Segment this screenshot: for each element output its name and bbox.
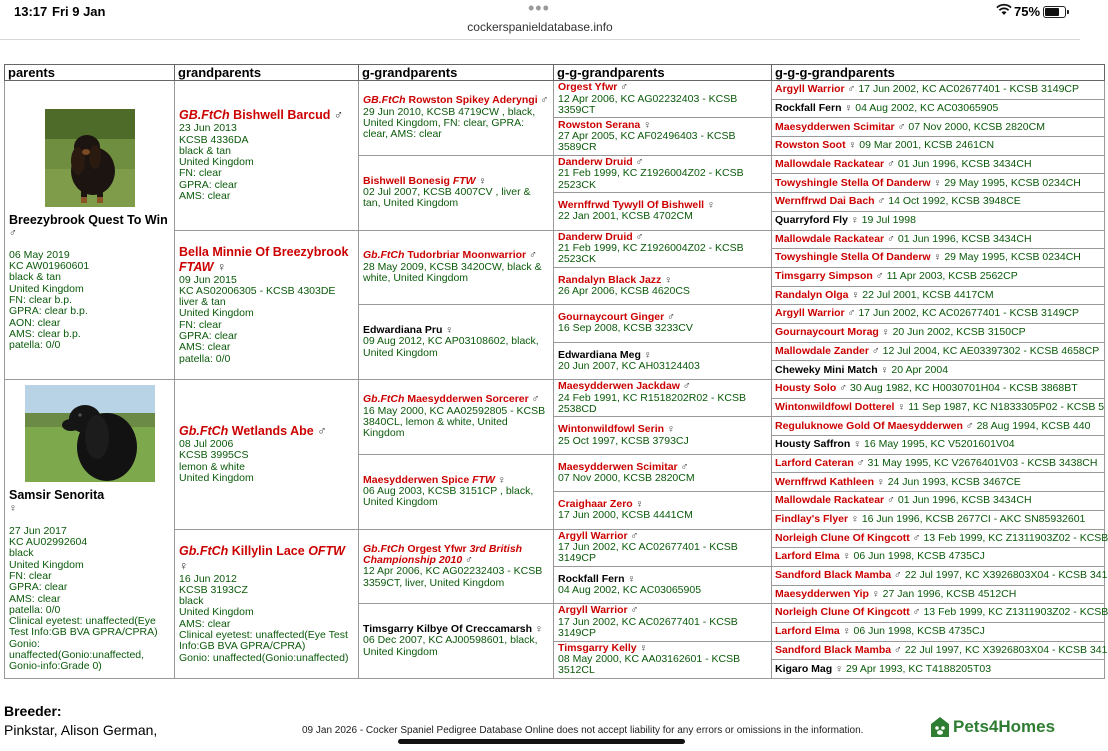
- dam-sex: ♀: [9, 502, 17, 515]
- dam-detail: KC AU02992604: [9, 536, 88, 549]
- g-g-g-grandparent-name[interactable]: Housty Solo: [775, 382, 837, 395]
- g-g-grandparent-name[interactable]: Timsgarry Kelly ♀: [558, 641, 648, 654]
- g-g-grandparent-cell: [554, 118, 772, 155]
- breeder-name: Pinkstar, Alison German,: [4, 722, 158, 738]
- g-g-grandparent-name[interactable]: Maesydderwen Scimitar ♂: [558, 460, 689, 473]
- grandparent-4-detail: Gonio: unaffected(Gonio:unaffected): [179, 651, 349, 664]
- grandparent-4-detail: United Kingdom: [179, 606, 254, 619]
- sire-name[interactable]: Breezybrook Quest To Win: [9, 212, 168, 227]
- grandparent-2-detail: United Kingdom: [179, 307, 254, 320]
- g-g-grandparent-name[interactable]: Edwardiana Meg ♀: [558, 348, 652, 361]
- g-g-g-grandparent-detail: 13 Feb 1999, KC Z1311903Z02 - KCSB: [923, 606, 1108, 619]
- sire-detail: FN: clear b.p.: [9, 294, 73, 306]
- grandparent-4-detail: AMS: clear: [179, 617, 231, 630]
- g-g-grandparent-name[interactable]: Rowston Serana ♀: [558, 118, 652, 131]
- grandparent-3-detail: United Kingdom: [179, 472, 254, 485]
- table-row: [5, 380, 1105, 399]
- grandparent-2-name[interactable]: Bella Minnie Of Breezybrook FTAW ♀: [179, 244, 349, 274]
- g-grandparent-7-name[interactable]: Gb.FtCh Orgest Yfwr 3rd British Championship 2010 ♂: [363, 542, 523, 567]
- g-g-g-grandparent-cell: Argyll Warrior ♂ 17 Jun 2002, KC AC02677401 - KCSB 3149CP: [772, 81, 1105, 100]
- g-g-g-grandparent-name[interactable]: Norleigh Clune Of Kingcott: [775, 606, 910, 619]
- g-g-g-grandparent-name[interactable]: Timsgarry Simpson: [775, 270, 873, 283]
- status-time: 13:17: [14, 4, 48, 19]
- grandparent-4-detail: KCSB 3193CZ: [179, 583, 248, 596]
- grandparent-2-detail: AMS: clear: [179, 341, 231, 354]
- g-g-g-grandparent-name[interactable]: Rowston Soot: [775, 139, 846, 152]
- grandparent-1-detail: AMS: clear: [179, 189, 231, 202]
- g-g-g-grandparent-detail: 22 Jul 2001, KCSB 4417CM: [862, 288, 994, 301]
- g-grandparent-5-detail: 16 May 2000, KC AA02592805 - KCSB 3840CL, lemon & white, United Kingdom: [363, 404, 546, 440]
- g-g-grandparent-name[interactable]: Wintonwildfowl Serin ♀: [558, 423, 675, 436]
- g-grandparent-7-cell: [359, 529, 554, 604]
- grandparent-1-detail: black & tan: [179, 144, 231, 157]
- sire-detail: patella: 0/0: [9, 339, 61, 352]
- grandparent-1-detail: KCSB 4336DA: [179, 133, 249, 146]
- g-g-g-grandparent-cell: Cheweky Mini Match ♀ 20 Apr 2004: [772, 361, 1105, 380]
- grandparent-2-cell: [175, 230, 359, 380]
- g-g-grandparent-cell: [554, 641, 772, 678]
- grandparent-4-detail: Clinical eyetest: unaffected(Eye Test Info:GB BVA GPRA/CPRA): [179, 629, 348, 653]
- g-g-grandparent-name[interactable]: Argyll Warrior ♂: [558, 529, 639, 542]
- g-g-g-grandparent-cell: Wintonwildfowl Dotterel ♀ 11 Sep 1987, KC N1833305P02 - KCSB 5: [772, 398, 1105, 417]
- disclaimer: 09 Jan 2026 - Cocker Spaniel Pedigree Database Online does not accept liability for any errors or omissions in the information.: [302, 725, 864, 736]
- sire-detail: AON: clear: [9, 316, 61, 329]
- g-grandparent-2-name[interactable]: Bishwell Bonesig FTW ♀: [363, 174, 487, 187]
- g-g-grandparent-cell: [554, 454, 772, 491]
- g-g-grandparent-detail: 07 Nov 2000, KCSB 2820CM: [558, 471, 695, 484]
- g-g-g-grandparent-cell: Norleigh Clune Of Kingcott ♂ 13 Feb 1999, KC Z1311903Z02 - KCSB: [772, 529, 1105, 548]
- g-g-g-grandparent-name[interactable]: Mallowdale Rackatear: [775, 494, 885, 507]
- g-g-g-grandparent-detail: 29 Apr 1993, KC T4188205T03: [845, 662, 992, 675]
- g-g-g-grandparent-cell: Mallowdale Rackatear ♂ 01 Jun 1996, KCSB 3434CH: [772, 155, 1105, 174]
- g-g-g-grandparent-name[interactable]: Norleigh Clune Of Kingcott: [775, 531, 910, 544]
- g-g-grandparent-cell: [554, 380, 772, 417]
- g-g-g-grandparent-name[interactable]: Towyshingle Stella Of Danderw: [775, 176, 931, 189]
- g-grandparent-6-cell: [359, 454, 554, 529]
- g-g-g-grandparent-cell: Mallowdale Rackatear ♂ 01 Jun 1996, KCSB 3434CH: [772, 492, 1105, 511]
- grandparent-1-name[interactable]: GB.FtCh Bishwell Barcud ♂: [179, 108, 344, 123]
- grandparent-1-detail: 23 Jun 2013: [179, 122, 237, 135]
- g-g-g-grandparent-name[interactable]: Sandford Black Mamba: [775, 569, 892, 582]
- dam-detail: patella: 0/0: [9, 603, 61, 616]
- g-g-grandparent-cell: [554, 566, 772, 603]
- g-g-grandparent-detail: 17 Jun 2002, KC AC02677401 - KCSB 3149CP: [558, 615, 738, 640]
- g-g-g-grandparent-detail: 29 May 1995, KCSB 0234CH: [944, 176, 1081, 189]
- grandparent-2-detail: 09 Jun 2015: [179, 273, 237, 286]
- g-g-g-grandparent-name[interactable]: Wernffrwd Kathleen: [775, 475, 874, 488]
- grandparent-2-detail: patella: 0/0: [179, 352, 231, 365]
- g-grandparent-5-cell: [359, 380, 554, 455]
- g-g-g-grandparent-name[interactable]: Mallowdale Rackatear: [775, 232, 885, 245]
- g-grandparent-8-cell: [359, 604, 554, 679]
- g-g-g-grandparent-cell: Kigaro Mag ♀ 29 Apr 1993, KC T4188205T03: [772, 660, 1105, 679]
- grandparent-4-detail: 16 Jun 2012: [179, 572, 237, 585]
- g-g-g-grandparent-detail: 20 Apr 2004: [891, 363, 949, 376]
- dam-detail: Gonio: unaffected(Gonio:unaffected, Gonio-info:Grade 0): [9, 637, 145, 673]
- g-g-g-grandparent-cell: Randalyn Olga ♀ 22 Jul 2001, KCSB 4417CM: [772, 286, 1105, 305]
- dam-name[interactable]: Samsir Senorita: [9, 488, 105, 503]
- g-g-g-grandparent-cell: Larford Cateran ♂ 31 May 1995, KC V2676401V03 - KCSB 3438CH: [772, 454, 1105, 473]
- g-g-g-grandparent-detail: 17 Jun 2002, KC AC02677401 - KCSB 3149CP: [858, 307, 1079, 320]
- g-g-grandparent-detail: 17 Jun 2000, KCSB 4441CM: [558, 509, 693, 522]
- sire-detail: GPRA: clear b.p.: [9, 305, 88, 318]
- g-g-g-grandparent-name[interactable]: Larford Elma: [775, 625, 840, 638]
- g-g-g-grandparent-name[interactable]: Maesydderwen Yip: [775, 587, 869, 600]
- g-g-g-grandparent-name[interactable]: Towyshingle Stella Of Danderw: [775, 251, 931, 264]
- g-g-g-grandparent-cell: Gournaycourt Morag ♀ 20 Jun 2002, KCSB 3150CP: [772, 323, 1105, 342]
- g-g-grandparent-name[interactable]: Wernffrwd Tywyll Of Bishwell ♀: [558, 199, 715, 212]
- g-g-g-grandparent-detail: 12 Jul 2004, KC AE03397302 - KCSB 4658CP: [882, 344, 1100, 357]
- pets4homes-logo[interactable]: [930, 716, 1055, 738]
- g-g-grandparent-name[interactable]: Orgest Yfwr ♂: [558, 81, 629, 94]
- g-g-grandparent-name[interactable]: Danderw Druid ♂: [558, 230, 644, 243]
- g-g-g-grandparent-detail: 06 Jun 1998, KCSB 4735CJ: [853, 550, 985, 563]
- g-g-grandparent-detail: 20 Jun 2007, KC AH03124403: [558, 359, 700, 372]
- sire-detail: AMS: clear b.p.: [9, 327, 81, 340]
- g-g-g-grandparent-cell: Mallowdale Rackatear ♂ 01 Jun 1996, KCSB 3434CH: [772, 230, 1105, 249]
- g-g-g-grandparent-name[interactable]: Kigaro Mag: [775, 662, 833, 675]
- g-g-g-grandparent-name[interactable]: Larford Cateran: [775, 456, 854, 469]
- g-g-g-grandparent-cell: Wernffrwd Kathleen ♀ 24 Jun 1993, KCSB 3467CE: [772, 473, 1105, 492]
- g-g-g-grandparent-cell: Findlay's Flyer ♀ 16 Jun 1996, KCSB 2677CI - AKC SN85932601: [772, 510, 1105, 529]
- wifi-icon: [996, 4, 1012, 16]
- sire-detail: KC AW01960601: [9, 260, 90, 273]
- header-grandparents: grandparents: [175, 65, 359, 81]
- g-g-g-grandparent-detail: 31 May 1995, KC V2676401V03 - KCSB 3438CH: [867, 456, 1098, 469]
- g-g-grandparent-name[interactable]: Rockfall Fern ♀: [558, 572, 636, 585]
- home-indicator[interactable]: [398, 739, 685, 744]
- g-g-grandparent-detail: 04 Aug 2002, KC AC03065905: [558, 584, 702, 597]
- g-g-grandparent-cell: [554, 604, 772, 641]
- g-g-grandparent-detail: 25 Oct 1997, KCSB 3793CJ: [558, 434, 689, 447]
- g-g-grandparent-cell: [554, 81, 772, 118]
- g-g-grandparent-cell: [554, 529, 772, 566]
- grandparent-4-name[interactable]: Gb.FtCh Killylin Lace OFTW ♀: [179, 543, 345, 573]
- g-grandparent-6-detail: 06 Aug 2003, KCSB 3151CP , black, United Kingdom: [363, 484, 534, 509]
- pets4homes-logo-text: Pets4Homes: [953, 717, 1056, 736]
- g-g-grandparent-detail: 12 Apr 2006, KC AG02232403 - KCSB 3359CT: [558, 92, 738, 116]
- g-g-grandparent-cell: [554, 305, 772, 342]
- g-g-g-grandparent-cell: Larford Elma ♀ 06 Jun 1998, KCSB 4735CJ: [772, 622, 1105, 641]
- g-g-g-grandparent-name[interactable]: Rockfall Fern: [775, 101, 842, 114]
- g-g-grandparent-name[interactable]: Danderw Druid ♂: [558, 155, 644, 168]
- battery-icon: [1043, 6, 1066, 18]
- grandparent-3-detail: KCSB 3995CS: [179, 449, 249, 462]
- table-row: [5, 81, 1105, 100]
- dam-detail: FN: clear: [9, 569, 52, 582]
- g-g-g-grandparent-detail: 28 Aug 1994, KCSB 440: [976, 419, 1091, 432]
- g-g-g-grandparent-detail: 07 Nov 2000, KCSB 2820CM: [908, 120, 1045, 133]
- g-g-grandparent-cell: [554, 155, 772, 192]
- g-grandparent-8-name[interactable]: Timsgarry Kilbye Of Creccamarsh ♀: [363, 623, 543, 636]
- pedigree-table: [4, 64, 1108, 679]
- g-g-g-grandparent-name[interactable]: Findlay's Flyer: [775, 513, 849, 525]
- paw-home-icon: [930, 716, 950, 738]
- g-g-g-grandparent-name[interactable]: Housty Saffron: [775, 438, 851, 451]
- g-grandparent-2-detail: 02 Jul 2007, KCSB 4007CV , liver & tan, United Kingdom: [363, 185, 531, 210]
- g-g-grandparent-cell: [554, 342, 772, 379]
- grandparent-1-detail: United Kingdom: [179, 156, 254, 169]
- grandparent-2-detail: KC AS02006305 - KCSB 4303DE: [179, 284, 336, 297]
- breeder-heading: Breeder:: [4, 703, 62, 719]
- g-g-g-grandparent-cell: Rowston Soot ♀ 09 Mar 2001, KCSB 2461CN: [772, 137, 1105, 156]
- grandparent-1-detail: FN: clear: [179, 167, 222, 180]
- g-g-g-grandparent-name[interactable]: Larford Elma: [775, 550, 840, 563]
- dam-detail: Clinical eyetest: unaffected(Eye Test Info:GB BVA GPRA/CPRA): [9, 615, 158, 639]
- g-g-grandparent-cell: [554, 267, 772, 304]
- g-g-g-grandparent-detail: 01 Jun 1996, KCSB 3434CH: [897, 157, 1032, 170]
- g-g-g-grandparent-detail: 24 Jun 1993, KCSB 3467CE: [887, 475, 1021, 488]
- g-grandparent-5-name[interactable]: Gb.FtCh Maesydderwen Sorcerer ♂: [363, 393, 540, 406]
- dam-detail: 27 Jun 2017: [9, 524, 67, 537]
- g-g-g-grandparent-detail: 20 Jun 2002, KCSB 3150CP: [892, 326, 1026, 339]
- g-g-grandparent-name[interactable]: Craighaar Zero ♀: [558, 498, 644, 511]
- g-g-grandparent-detail: 21 Feb 1999, KC Z1926004Z02 - KCSB 2523CK: [558, 167, 744, 191]
- g-g-grandparent-detail: 22 Jan 2001, KCSB 4702CM: [558, 210, 693, 223]
- g-grandparent-4-name[interactable]: Edwardiana Pru ♀: [363, 324, 454, 337]
- g-g-g-grandparent-cell: Towyshingle Stella Of Danderw ♀ 29 May 1995, KCSB 0234CH: [772, 174, 1105, 193]
- g-g-g-grandparent-cell: Maesydderwen Scimitar ♂ 07 Nov 2000, KCSB 2820CM: [772, 118, 1105, 137]
- g-g-g-grandparent-cell: Sandford Black Mamba ♂ 22 Jul 1997, KC X3926803X04 - KCSB 341: [772, 641, 1105, 660]
- g-grandparent-7-detail: 12 Apr 2006, KC AG02232403 - KCSB 3359CT, liver, United Kingdom: [363, 565, 543, 589]
- g-grandparent-1-name[interactable]: GB.FtCh Rowston Spikey Aderyngi ♂: [363, 94, 549, 107]
- g-grandparent-2-cell: [359, 155, 554, 230]
- g-g-g-grandparent-detail: 14 Oct 1992, KCSB 3948CE: [888, 195, 1021, 208]
- g-g-g-grandparent-name[interactable]: Cheweky Mini Match: [775, 363, 878, 376]
- g-g-g-grandparent-detail: 01 Jun 1996, KCSB 3434CH: [897, 494, 1032, 507]
- g-g-g-grandparent-detail: 30 Aug 1982, KC H0030701H04 - KCSB 3868BT: [849, 382, 1078, 395]
- g-g-grandparent-cell: [554, 193, 772, 230]
- g-g-g-grandparent-detail: 04 Aug 2002, KC AC03065905: [855, 101, 999, 114]
- more-dots-icon[interactable]: •••: [528, 0, 550, 18]
- g-g-g-grandparent-detail: 01 Jun 1996, KCSB 3434CH: [897, 232, 1032, 245]
- g-g-g-grandparent-detail: 16 Jun 1996, KCSB 2677CI - AKC SN85932601: [861, 513, 1086, 525]
- status-date: Fri 9 Jan: [52, 4, 106, 19]
- dam-detail: GPRA: clear: [9, 581, 68, 594]
- g-grandparent-1-detail: 29 Jun 2010, KCSB 4719CW , black, United Kingdom, FN: clear, GPRA: clear, AMS: clear: [363, 105, 536, 141]
- g-g-g-grandparent-detail: 17 Jun 2002, KC AC02677401 - KCSB 3149CP: [858, 83, 1079, 96]
- g-grandparent-8-detail: 06 Dec 2007, KC AJ00598601, black, United Kingdom: [363, 634, 538, 658]
- g-g-g-grandparent-cell: Norleigh Clune Of Kingcott ♂ 13 Feb 1999, KC Z1311903Z02 - KCSB: [772, 604, 1105, 623]
- dam-detail: United Kingdom: [9, 558, 84, 571]
- g-grandparent-3-name[interactable]: Gb.FtCh Tudorbriar Moonwarrior ♂: [363, 249, 537, 262]
- g-g-grandparent-cell: [554, 417, 772, 454]
- header-g-g-g-grandparents: g-g-g-grandparents: [772, 65, 1105, 81]
- sire-sex: ♂: [9, 226, 17, 239]
- g-g-g-grandparent-cell: Wernffrwd Dai Bach ♂ 14 Oct 1992, KCSB 3948CE: [772, 193, 1105, 212]
- g-g-g-grandparent-name[interactable]: Quarryford Fly: [775, 214, 848, 226]
- g-g-g-grandparent-cell: Timsgarry Simpson ♂ 11 Apr 2003, KCSB 2562CP: [772, 267, 1105, 286]
- g-g-grandparent-detail: 24 Feb 1991, KC R1518202R02 - KCSB 2538CD: [558, 391, 746, 415]
- sire-detail: black & tan: [9, 271, 61, 284]
- status-bar: [0, 0, 1080, 22]
- g-g-grandparent-detail: 27 Apr 2005, KC AF02496403 - KCSB 3589CR: [558, 129, 736, 154]
- grandparent-3-detail: lemon & white: [179, 460, 245, 473]
- g-g-grandparent-name[interactable]: Gournaycourt Ginger ♂: [558, 311, 675, 324]
- dam-cell: [5, 380, 175, 679]
- g-g-g-grandparent-name[interactable]: Argyll Warrior: [775, 307, 845, 320]
- sire-cell: [5, 81, 175, 380]
- g-grandparent-6-name[interactable]: Maesydderwen Spice FTW ♀: [363, 473, 506, 486]
- g-g-g-grandparent-cell: Housty Saffron ♀ 16 May 1995, KC V5201601V04: [772, 436, 1105, 455]
- grandparent-2-detail: liver & tan: [179, 296, 226, 309]
- g-g-grandparent-detail: 08 May 2000, KC AA03162601 - KCSB 3512CL: [558, 653, 741, 677]
- g-g-g-grandparent-cell: Argyll Warrior ♂ 17 Jun 2002, KC AC02677401 - KCSB 3149CP: [772, 305, 1105, 324]
- g-g-g-grandparent-cell: Housty Solo ♂ 30 Aug 1982, KC H0030701H04 - KCSB 3868BT: [772, 380, 1105, 399]
- g-g-g-grandparent-cell: Reguluknowe Gold Of Maesydderwen ♂ 28 Aug 1994, KCSB 440: [772, 417, 1105, 436]
- g-g-grandparent-name[interactable]: Randalyn Black Jazz ♀: [558, 273, 673, 286]
- g-g-g-grandparent-detail: 06 Jun 1998, KCSB 4735CJ: [853, 625, 985, 638]
- dam-detail: AMS: clear: [9, 592, 61, 605]
- g-grandparent-3-cell: [359, 230, 554, 305]
- g-g-grandparent-detail: 21 Feb 1999, KC Z1926004Z02 - KCSB 2523CK: [558, 242, 744, 266]
- g-g-g-grandparent-name[interactable]: Mallowdale Zander: [775, 344, 869, 357]
- g-g-g-grandparent-name[interactable]: Wernffrwd Dai Bach: [775, 195, 875, 208]
- g-g-g-grandparent-cell: Quarryford Fly ♀ 19 Jul 1998: [772, 211, 1105, 230]
- g-g-g-grandparent-cell: Rockfall Fern ♀ 04 Aug 2002, KC AC03065905: [772, 99, 1105, 118]
- g-g-g-grandparent-detail: 09 Mar 2001, KCSB 2461CN: [859, 139, 995, 152]
- dam-photo: [25, 385, 155, 482]
- grandparent-3-name[interactable]: Gb.FtCh Wetlands Abe ♂: [179, 424, 327, 439]
- g-g-grandparent-name[interactable]: Argyll Warrior ♂: [558, 604, 639, 617]
- g-g-g-grandparent-detail: 13 Feb 1999, KC Z1311903Z02 - KCSB: [923, 531, 1108, 544]
- g-g-g-grandparent-cell: Larford Elma ♀ 06 Jun 1998, KCSB 4735CJ: [772, 548, 1105, 567]
- g-g-g-grandparent-name[interactable]: Argyll Warrior: [775, 83, 845, 96]
- g-g-grandparent-cell: [554, 492, 772, 529]
- divider: [0, 39, 1080, 40]
- g-g-grandparent-detail: 17 Jun 2002, KC AC02677401 - KCSB 3149CP: [558, 541, 738, 565]
- grandparent-3-detail: 08 Jul 2006: [179, 438, 234, 451]
- dam-detail: black: [9, 547, 34, 560]
- g-g-g-grandparent-detail: 19 Jul 1998: [861, 214, 916, 226]
- g-g-grandparent-detail: 16 Sep 2008, KCSB 3233CV: [558, 322, 693, 335]
- g-g-g-grandparent-detail: 29 May 1995, KCSB 0234CH: [944, 251, 1081, 264]
- g-g-g-grandparent-cell: Maesydderwen Yip ♀ 27 Jan 1996, KCSB 4512CH: [772, 585, 1105, 604]
- g-g-g-grandparent-name[interactable]: Randalyn Olga: [775, 288, 849, 301]
- g-g-g-grandparent-detail: 11 Apr 2003, KCSB 2562CP: [886, 270, 1018, 283]
- g-g-g-grandparent-name[interactable]: Gournaycourt Morag: [775, 326, 879, 339]
- battery-percent: 75%: [1014, 4, 1041, 19]
- g-g-grandparent-name[interactable]: Maesydderwen Jackdaw ♂: [558, 380, 691, 393]
- g-g-g-grandparent-name[interactable]: Sandford Black Mamba: [775, 643, 892, 656]
- header-parents: parents: [5, 65, 175, 81]
- grandparent-2-detail: FN: clear: [179, 318, 222, 331]
- g-g-grandparent-cell: [554, 230, 772, 267]
- g-g-g-grandparent-cell: Mallowdale Zander ♂ 12 Jul 2004, KC AE03397302 - KCSB 4658CP: [772, 342, 1105, 361]
- g-g-g-grandparent-cell: Towyshingle Stella Of Danderw ♀ 29 May 1995, KCSB 0234CH: [772, 249, 1105, 268]
- g-g-grandparent-detail: 26 Apr 2006, KCSB 4620CS: [558, 285, 690, 298]
- g-g-g-grandparent-detail: 11 Sep 1987, KC N1833305P02 - KCSB 5: [908, 400, 1105, 413]
- g-grandparent-4-detail: 09 Aug 2012, KC AP03108602, black, United Kingdom: [363, 335, 539, 359]
- g-grandparent-4-cell: [359, 305, 554, 380]
- g-g-g-grandparent-detail: 22 Jul 1997, KC X3926803X04 - KCSB 341: [904, 569, 1108, 582]
- header-row: [5, 65, 1105, 81]
- g-g-g-grandparent-name[interactable]: Maesydderwen Scimitar: [775, 120, 895, 133]
- grandparent-4-cell: [175, 529, 359, 679]
- grandparent-4-detail: black: [179, 595, 204, 608]
- header-g-g-grandparents: g-g-grandparents: [554, 65, 772, 81]
- g-g-g-grandparent-detail: 27 Jan 1996, KCSB 4512CH: [882, 587, 1017, 600]
- grandparent-3-cell: [175, 380, 359, 530]
- sire-detail: 06 May 2019: [9, 248, 70, 261]
- g-g-g-grandparent-detail: 16 May 1995, KC V5201601V04: [863, 438, 1015, 451]
- g-g-g-grandparent-name[interactable]: Reguluknowe Gold Of Maesydderwen: [775, 419, 963, 432]
- g-g-g-grandparent-name[interactable]: Wintonwildfowl Dotterel: [775, 400, 895, 413]
- g-grandparent-3-detail: 28 May 2009, KCSB 3420CW, black & white, United Kingdom: [363, 260, 542, 285]
- grandparent-2-detail: GPRA: clear: [179, 330, 238, 343]
- grandparent-1-detail: GPRA: clear: [179, 178, 238, 191]
- g-g-g-grandparent-cell: Sandford Black Mamba ♂ 22 Jul 1997, KC X3926803X04 - KCSB 341: [772, 566, 1105, 585]
- g-grandparent-1-cell: [359, 81, 554, 156]
- grandparent-1-cell: [175, 81, 359, 231]
- g-g-g-grandparent-name[interactable]: Mallowdale Rackatear: [775, 157, 885, 170]
- g-g-g-grandparent-detail: 22 Jul 1997, KC X3926803X04 - KCSB 341: [904, 643, 1108, 656]
- sire-photo: [45, 109, 135, 207]
- sire-detail: United Kingdom: [9, 282, 84, 295]
- header-g-grandparents: g-grandparents: [359, 65, 554, 81]
- address-bar[interactable]: cockerspanieldatabase.info: [467, 20, 613, 34]
